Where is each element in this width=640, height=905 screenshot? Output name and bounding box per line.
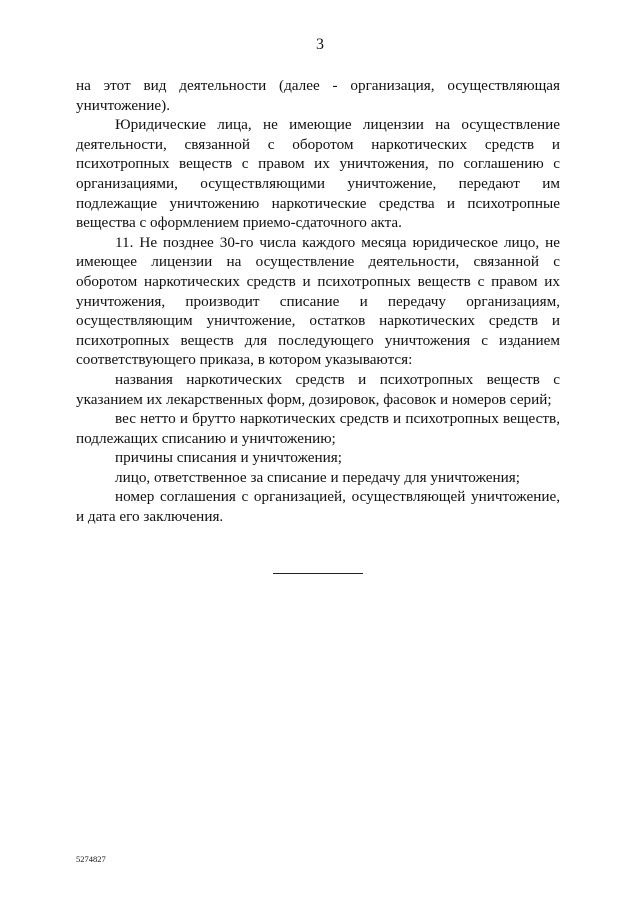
- list-item-responsible-person: лицо, ответственное за списание и передачу для уничтожения;: [115, 468, 521, 486]
- paragraph-legal-entities: Юридические лица, не имеющие лицензии на осуществление деятельности, связанной с оборотом наркотических средств и психотропных веществ с правом их уничтожения, по соглашению с организациями, осуществляющими уничтожение, передают им подлежащие уничтожению наркотические средства и психотропные вещества с оформлением приемо-сдаточного акта.: [76, 116, 560, 232]
- list-item-agreement: номер соглашения с организацией, осуществляющей уничтожение, и дата его заключения.: [76, 488, 560, 526]
- end-separator-line: [273, 573, 363, 574]
- list-item-reasons: причины списания и уничтожения;: [115, 449, 343, 467]
- paragraph-item-11: 11. Не позднее 30-го числа каждого месяца юридическое лицо, не имеющее лицензии на осуществление деятельности, связанной с оборотом наркотических средств и психотропных веществ с правом их уничтожения, производит списание и передачу организациям, осуществляющим уничтожение, остатков наркотических средств и психотропных веществ для последующего уничтожения с изданием соответствующего приказа, в котором указываются:: [76, 233, 560, 369]
- list-item-weight: вес нетто и брутто наркотических средств и психотропных веществ, подлежащих списанию и уничтожению;: [76, 410, 560, 447]
- document-body: [76, 76, 560, 527]
- document-code: 5274827: [76, 854, 106, 864]
- page-number: 3: [316, 36, 324, 53]
- list-item-names: названия наркотических средств и психотропных веществ с указанием их лекарственных форм, дозировок, фасовок и номеров серий;: [76, 370, 560, 408]
- paragraph-continuation: на этот вид деятельности (далее - организация, осуществляющая уничтожение).: [76, 77, 560, 114]
